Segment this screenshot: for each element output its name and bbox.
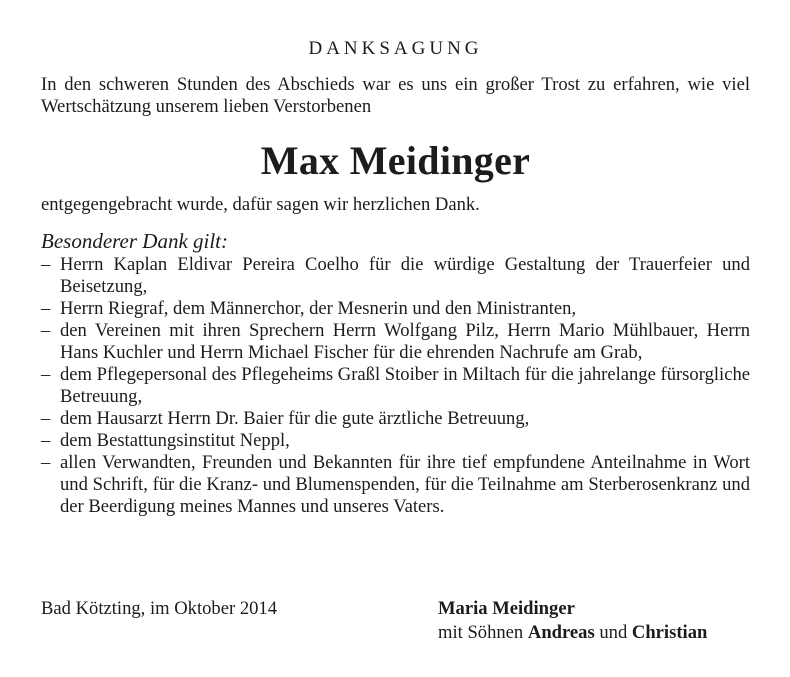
dash-bullet: – [41, 452, 51, 473]
son-name: Andreas [527, 622, 595, 643]
list-item [41, 254, 750, 298]
list-item-text: Herrn Riegraf, dem Männerchor, der Mesnerin und den Ministranten, [60, 298, 577, 319]
list-item [41, 298, 750, 320]
list-item-text: den Vereinen mit ihren Sprechern Herrn Wolfgang Pilz, Herrn Mario Mühlbauer, Herrn Hans Kuchler und Herrn Michael Fischer für die ehrenden Nachrufe am Grab, [60, 320, 750, 363]
list-item-text: dem Pflegepersonal des Pflegeheims Graßl Stoiber in Miltach für die jahrelange fürsorgliche Betreuung, [60, 364, 751, 407]
dash-bullet: – [41, 364, 51, 385]
dash-bullet: – [41, 430, 51, 451]
and-text: und [599, 622, 628, 643]
list-item [41, 452, 750, 518]
list-item [41, 364, 750, 408]
deceased-name: Max Meidinger [260, 138, 531, 183]
intro-text: In den schweren Stunden des Abschieds war es uns ein großer Trost zu erfahren, wie viel Wertschätzung unserem lieben Verstorbenen [41, 74, 750, 117]
list-item [41, 320, 750, 364]
son-name: Christian [631, 622, 708, 643]
list-item [41, 430, 750, 452]
special-thanks-title: Besonderer Dank gilt: [41, 229, 229, 253]
dash-bullet: – [41, 408, 51, 429]
notice-heading: DANKSAGUNG [308, 38, 483, 59]
dash-bullet: – [41, 320, 51, 341]
dash-bullet: – [41, 298, 51, 319]
list-item-text: dem Hausarzt Herrn Dr. Baier für die gute ärztliche Betreuung, [60, 408, 530, 429]
place-date: Bad Kötzting, im Oktober 2014 [41, 598, 278, 619]
signatory-family [438, 621, 707, 645]
signatory-name: Maria Meidinger [438, 598, 575, 619]
list-item-text: allen Verwandten, Freunden und Bekannten für ihre tief empfundene Anteilnahme in Wort und Schrift, für die Kranz- und Blumenspenden, für die Teilnahme am Sterberosenkranz und der Beerdigung meines Mannes und unseres Vaters. [60, 452, 750, 517]
dash-bullet: – [41, 254, 51, 275]
with-sons-text: mit Söhnen [438, 622, 524, 643]
thanks-list [41, 254, 750, 518]
list-item-text: Herrn Kaplan Eldivar Pereira Coelho für die würdige Gestaltung der Trauerfeier und Beisetzung, [60, 254, 750, 297]
list-item [41, 408, 750, 430]
thanks-statement: entgegengebracht wurde, dafür sagen wir herzlichen Dank. [41, 194, 480, 215]
signature-block [438, 597, 707, 645]
list-item-text: dem Bestattungsinstitut Neppl, [60, 430, 290, 451]
